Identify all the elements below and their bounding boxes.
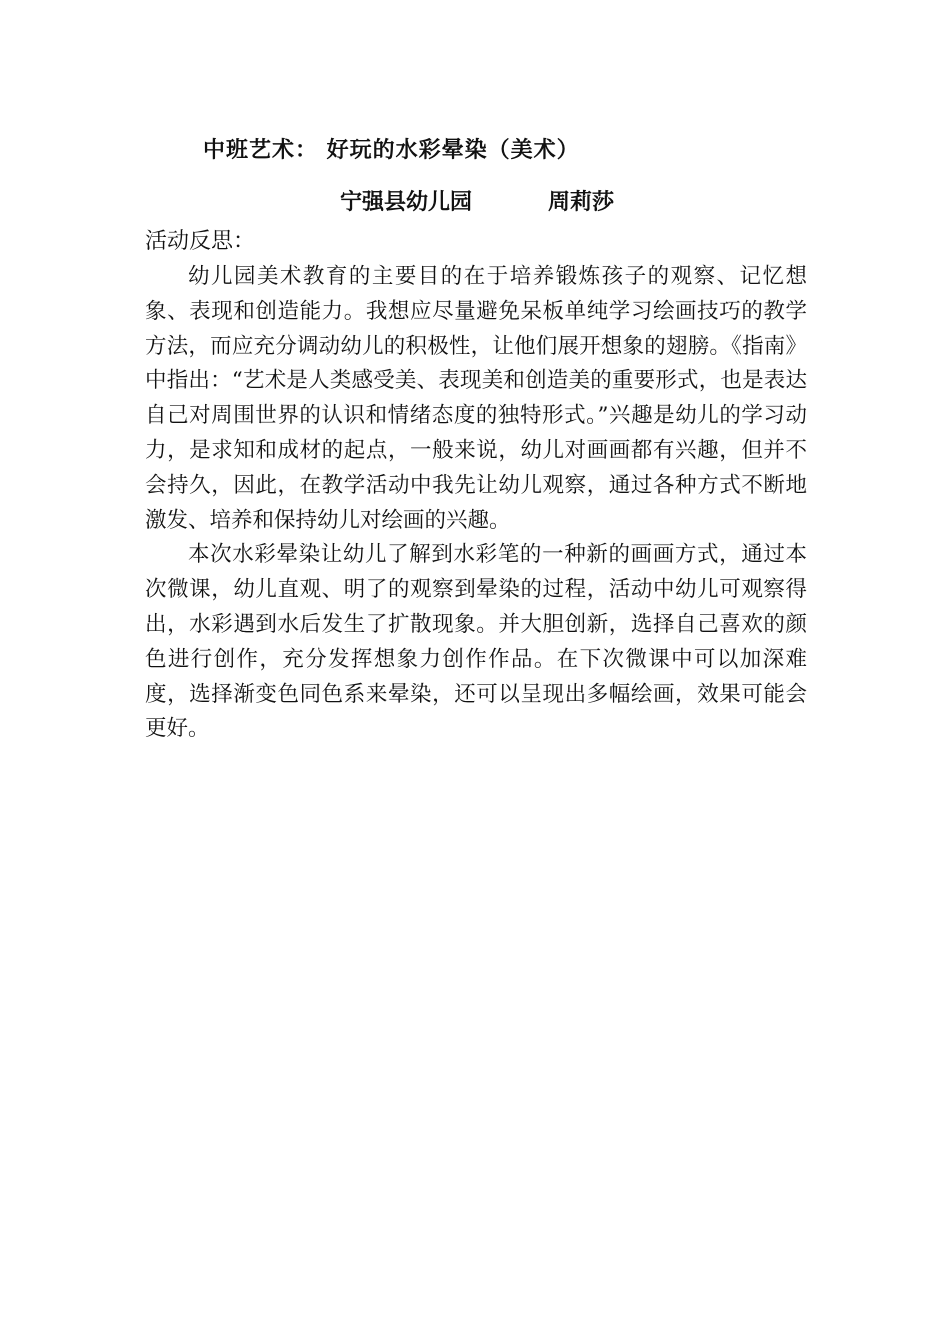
author-name: 周莉莎 [548, 189, 615, 215]
byline [340, 185, 614, 216]
paragraph: 幼儿园美术教育的主要目的在于培养锻炼孩子的观察、记忆想象、表现和创造能力。我想应尽量避免呆板单纯学习绘画技巧的教学方法，而应充分调动幼儿的积极性，让他们展开想象的翅膀。《指南》中指出：“艺术是人类感受美、表现美和创造美的重要形式，也是表达自己对周围世界的认识和情绪态度的独特形式。”兴趣是幼儿的学习动力，是求知和成材的起点，一般来说，幼儿对画画都有兴趣，但并不会持久，因此，在教学活动中我先让幼儿观察，通过各种方式不断地激发、培养和保持幼儿对绘画的兴趣。 [145, 264, 807, 533]
section-heading: 活动反思： [145, 229, 256, 254]
document-title: 中班艺术： 好玩的水彩晕染（美术） [203, 137, 580, 163]
paragraph: 本次水彩晕染让幼儿了解到水彩笔的一种新的画画方式，通过本次微课，幼儿直观、明了的观察到晕染的过程，活动中幼儿可观察得出，水彩遇到水后发生了扩散现象。并大胆创新，选择自己喜欢的颜色进行创作，充分发挥想象力创作作品。在下次微课中可以加深难度，选择渐变色同色系来晕染，还可以呈现出多幅绘画，效果可能会更好。 [145, 542, 807, 742]
school-name: 宁强县幼儿园 [340, 189, 473, 215]
body-text [145, 260, 807, 747]
